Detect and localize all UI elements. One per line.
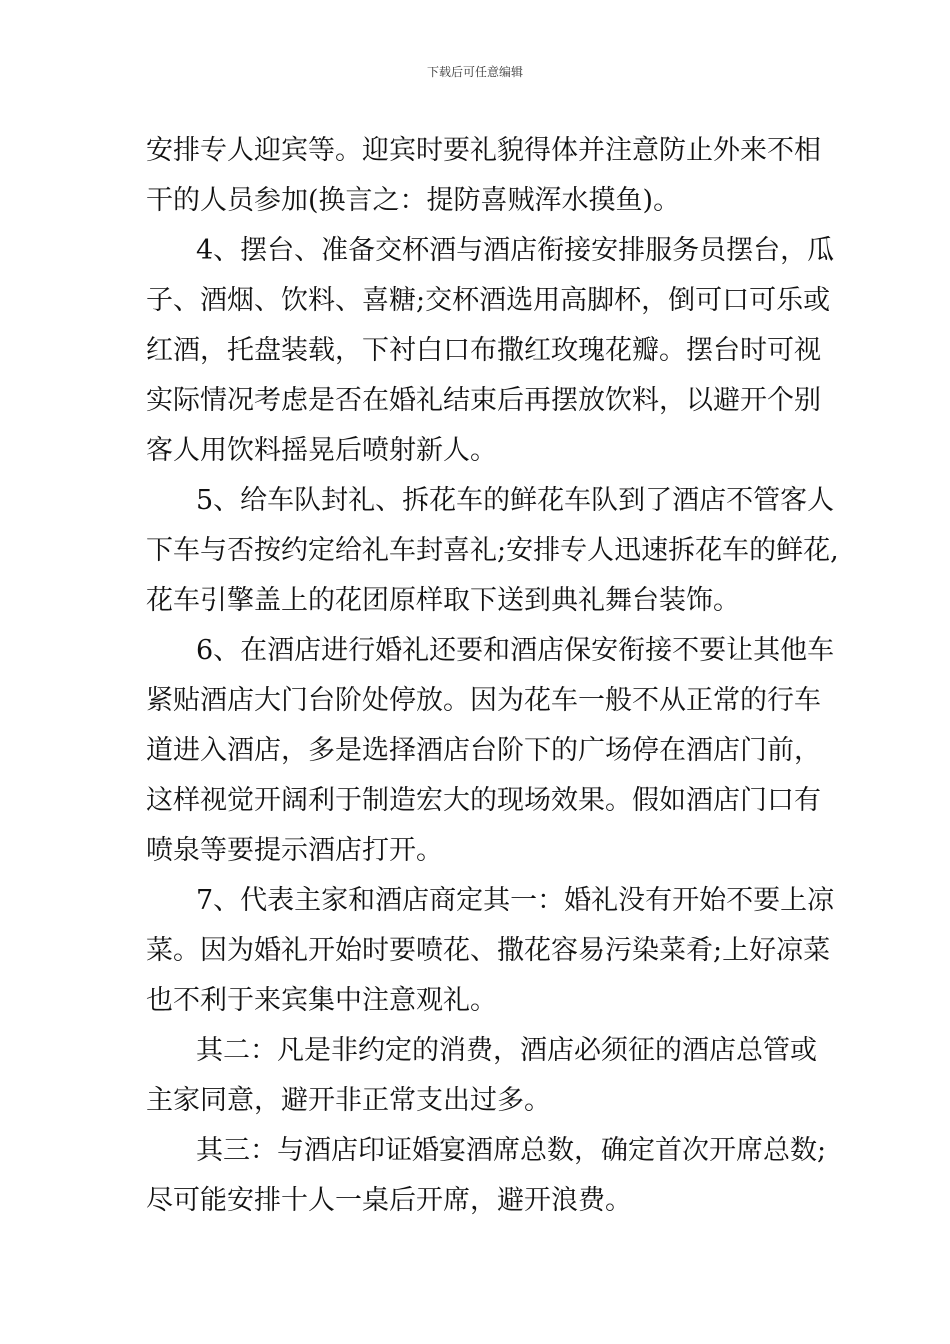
- text-line: 花车引擎盖上的花团原样取下送到典礼舞台装饰。: [146, 585, 740, 616]
- text-line: 其二：凡是非约定的消费，酒店必须征的酒店总管或: [196, 1035, 817, 1066]
- text-line: 红酒，托盘装载，下衬白口布撒红玫瑰花瓣。摆台时可视: [146, 335, 821, 366]
- text-line: 尽可能安排十人一桌后开席，避开浪费。: [146, 1185, 632, 1216]
- text-line: 实际情况考虑是否在婚礼结束后再摆放饮料，以避开个别: [146, 385, 821, 416]
- text-line: 主家同意，避开非正常支出过多。: [146, 1085, 551, 1116]
- text-line: 安排专人迎宾等。迎宾时要礼貌得体并注意防止外来不相: [146, 135, 821, 166]
- text-line: 道进入酒店，多是选择酒店台阶下的广场停在酒店门前，: [146, 735, 821, 766]
- text-line: 喷泉等要提示酒店打开。: [146, 835, 443, 866]
- text-line: 6、在酒店进行婚礼还要和酒店保安衔接不要让其他车: [196, 635, 835, 666]
- text-line: 菜。因为婚礼开始时要喷花、撒花容易污染菜肴;上好凉菜: [146, 935, 831, 966]
- text-line: 4、摆台、准备交杯酒与酒店衔接安排服务员摆台，瓜: [196, 235, 835, 266]
- text-line: 5、给车队封礼、拆花车的鲜花车队到了酒店不管客人: [196, 485, 835, 516]
- text-line: 7、代表主家和酒店商定其一：婚礼没有开始不要上凉: [196, 885, 835, 916]
- text-line: 子、酒烟、饮料、喜糖;交杯酒选用高脚杯，倒可口可乐或: [146, 285, 831, 316]
- text-line: 也不利于来宾集中注意观礼。: [146, 985, 497, 1016]
- text-line: 其三：与酒店印证婚宴酒席总数，确定首次开席总数;: [196, 1135, 827, 1166]
- page-header: 下载后可任意编辑: [426, 65, 523, 79]
- document-body: [146, 126, 839, 1226]
- text-line: 紧贴酒店大门台阶处停放。因为花车一般不从正常的行车: [146, 685, 821, 716]
- text-line: 下车与否按约定给礼车封喜礼;安排专人迅速拆花车的鲜花,: [146, 535, 839, 566]
- text-line: 这样视觉开阔利于制造宏大的现场效果。假如酒店门口有: [146, 785, 821, 816]
- text-line: 客人用饮料摇晃后喷射新人。: [146, 435, 497, 466]
- text-line: 干的人员参加(换言之：提防喜贼浑水摸鱼)。: [146, 185, 681, 216]
